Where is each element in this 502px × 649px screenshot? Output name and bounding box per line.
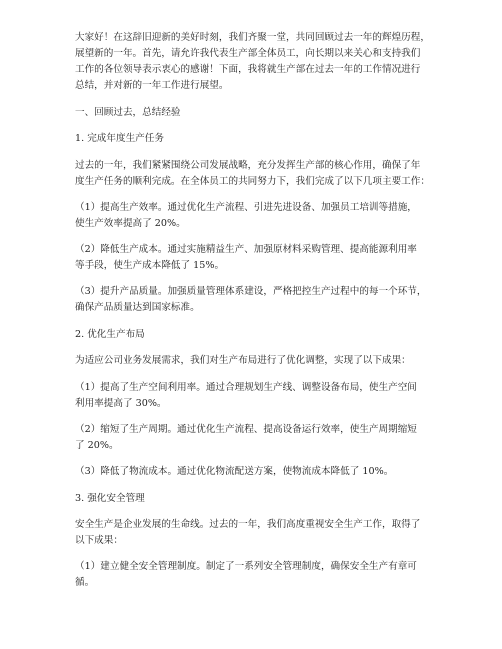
item-2-1-line-2: 利用率提高了 30%。	[75, 398, 167, 409]
paragraph-intro-line-3: 工作的各位领导表示衷心的感谢！下面，我将就生产部在过去一年的工作情况进行	[75, 64, 421, 75]
item-3-1-line-2: 循。	[75, 577, 95, 588]
paragraph-1-line-1: 过去的一年，我们紧紧围绕公司发展战略，充分发挥生产部的核心作用，确保了年	[75, 160, 421, 171]
item-2-2-line-2: 了 20%。	[75, 440, 119, 451]
paragraph-intro-line-1: 大家好！在这辞旧迎新的美好时刻，我们齐聚一堂，共同回顾过去一年的辉煌历程，	[75, 32, 430, 43]
item-3-1-line-1: （1）建立健全安全管理制度。制定了一系列安全管理制度，确保安全生产有章可	[75, 561, 417, 572]
paragraph-3-line-2: 以下成果：	[75, 535, 123, 546]
item-1-2-line-2: 等手段，使生产成本降低了 15%。	[75, 260, 225, 271]
section-heading: 一、回顾过去，总结经验	[75, 107, 181, 118]
subsection-heading-2: 2. 优化生产布局	[75, 329, 145, 340]
item-2-1-line-1: （1）提高了生产空间利用率。通过合理规划生产线、调整设备布局，使生产空间	[75, 382, 417, 393]
subsection-heading-3: 3. 强化安全管理	[75, 493, 145, 504]
item-1-2-line-1: （2）降低生产成本。通过实施精益生产、加强原材料采购管理、提高能源利用率	[75, 244, 417, 255]
item-1-1-line-1: （1）提高生产效率。通过优化生产流程、引进先进设备、加强员工培训等措施，	[75, 202, 417, 213]
item-1-1-line-2: 使生产效率提高了 20%。	[75, 218, 186, 229]
item-2-2-line-1: （2）缩短了生产周期。通过优化生产流程、提高设备运行效率，使生产周期缩短	[75, 424, 417, 435]
item-2-3-line-1: （3）降低了物流成本。通过优化物流配送方案，使物流成本降低了 10%。	[75, 466, 394, 477]
subsection-heading-1: 1. 完成年度生产任务	[75, 133, 164, 144]
paragraph-1-line-2: 度生产任务的顺利完成。在全体员工的共同努力下，我们完成了以下几项主要工作：	[75, 176, 430, 187]
paragraph-intro-line-4: 总结，并对新的一年工作进行展望。	[75, 80, 229, 91]
item-1-3-line-1: （3）提升产品质量。加强质量管理体系建设，严格把控生产过程中的每一个环节，	[75, 286, 427, 297]
paragraph-2-line-1: 为适应公司业务发展需求，我们对生产布局进行了优化调整，实现了以下成果：	[75, 355, 411, 366]
item-1-3-line-2: 确保产品质量达到国家标准。	[75, 302, 200, 313]
paragraph-3-line-1: 安全生产是企业发展的生命线。过去的一年，我们高度重视安全生产工作，取得了	[75, 519, 421, 530]
paragraph-intro-line-2: 展望新的一年。首先，请允许我代表生产部全体员工，向长期以来关心和支持我们	[75, 48, 421, 59]
